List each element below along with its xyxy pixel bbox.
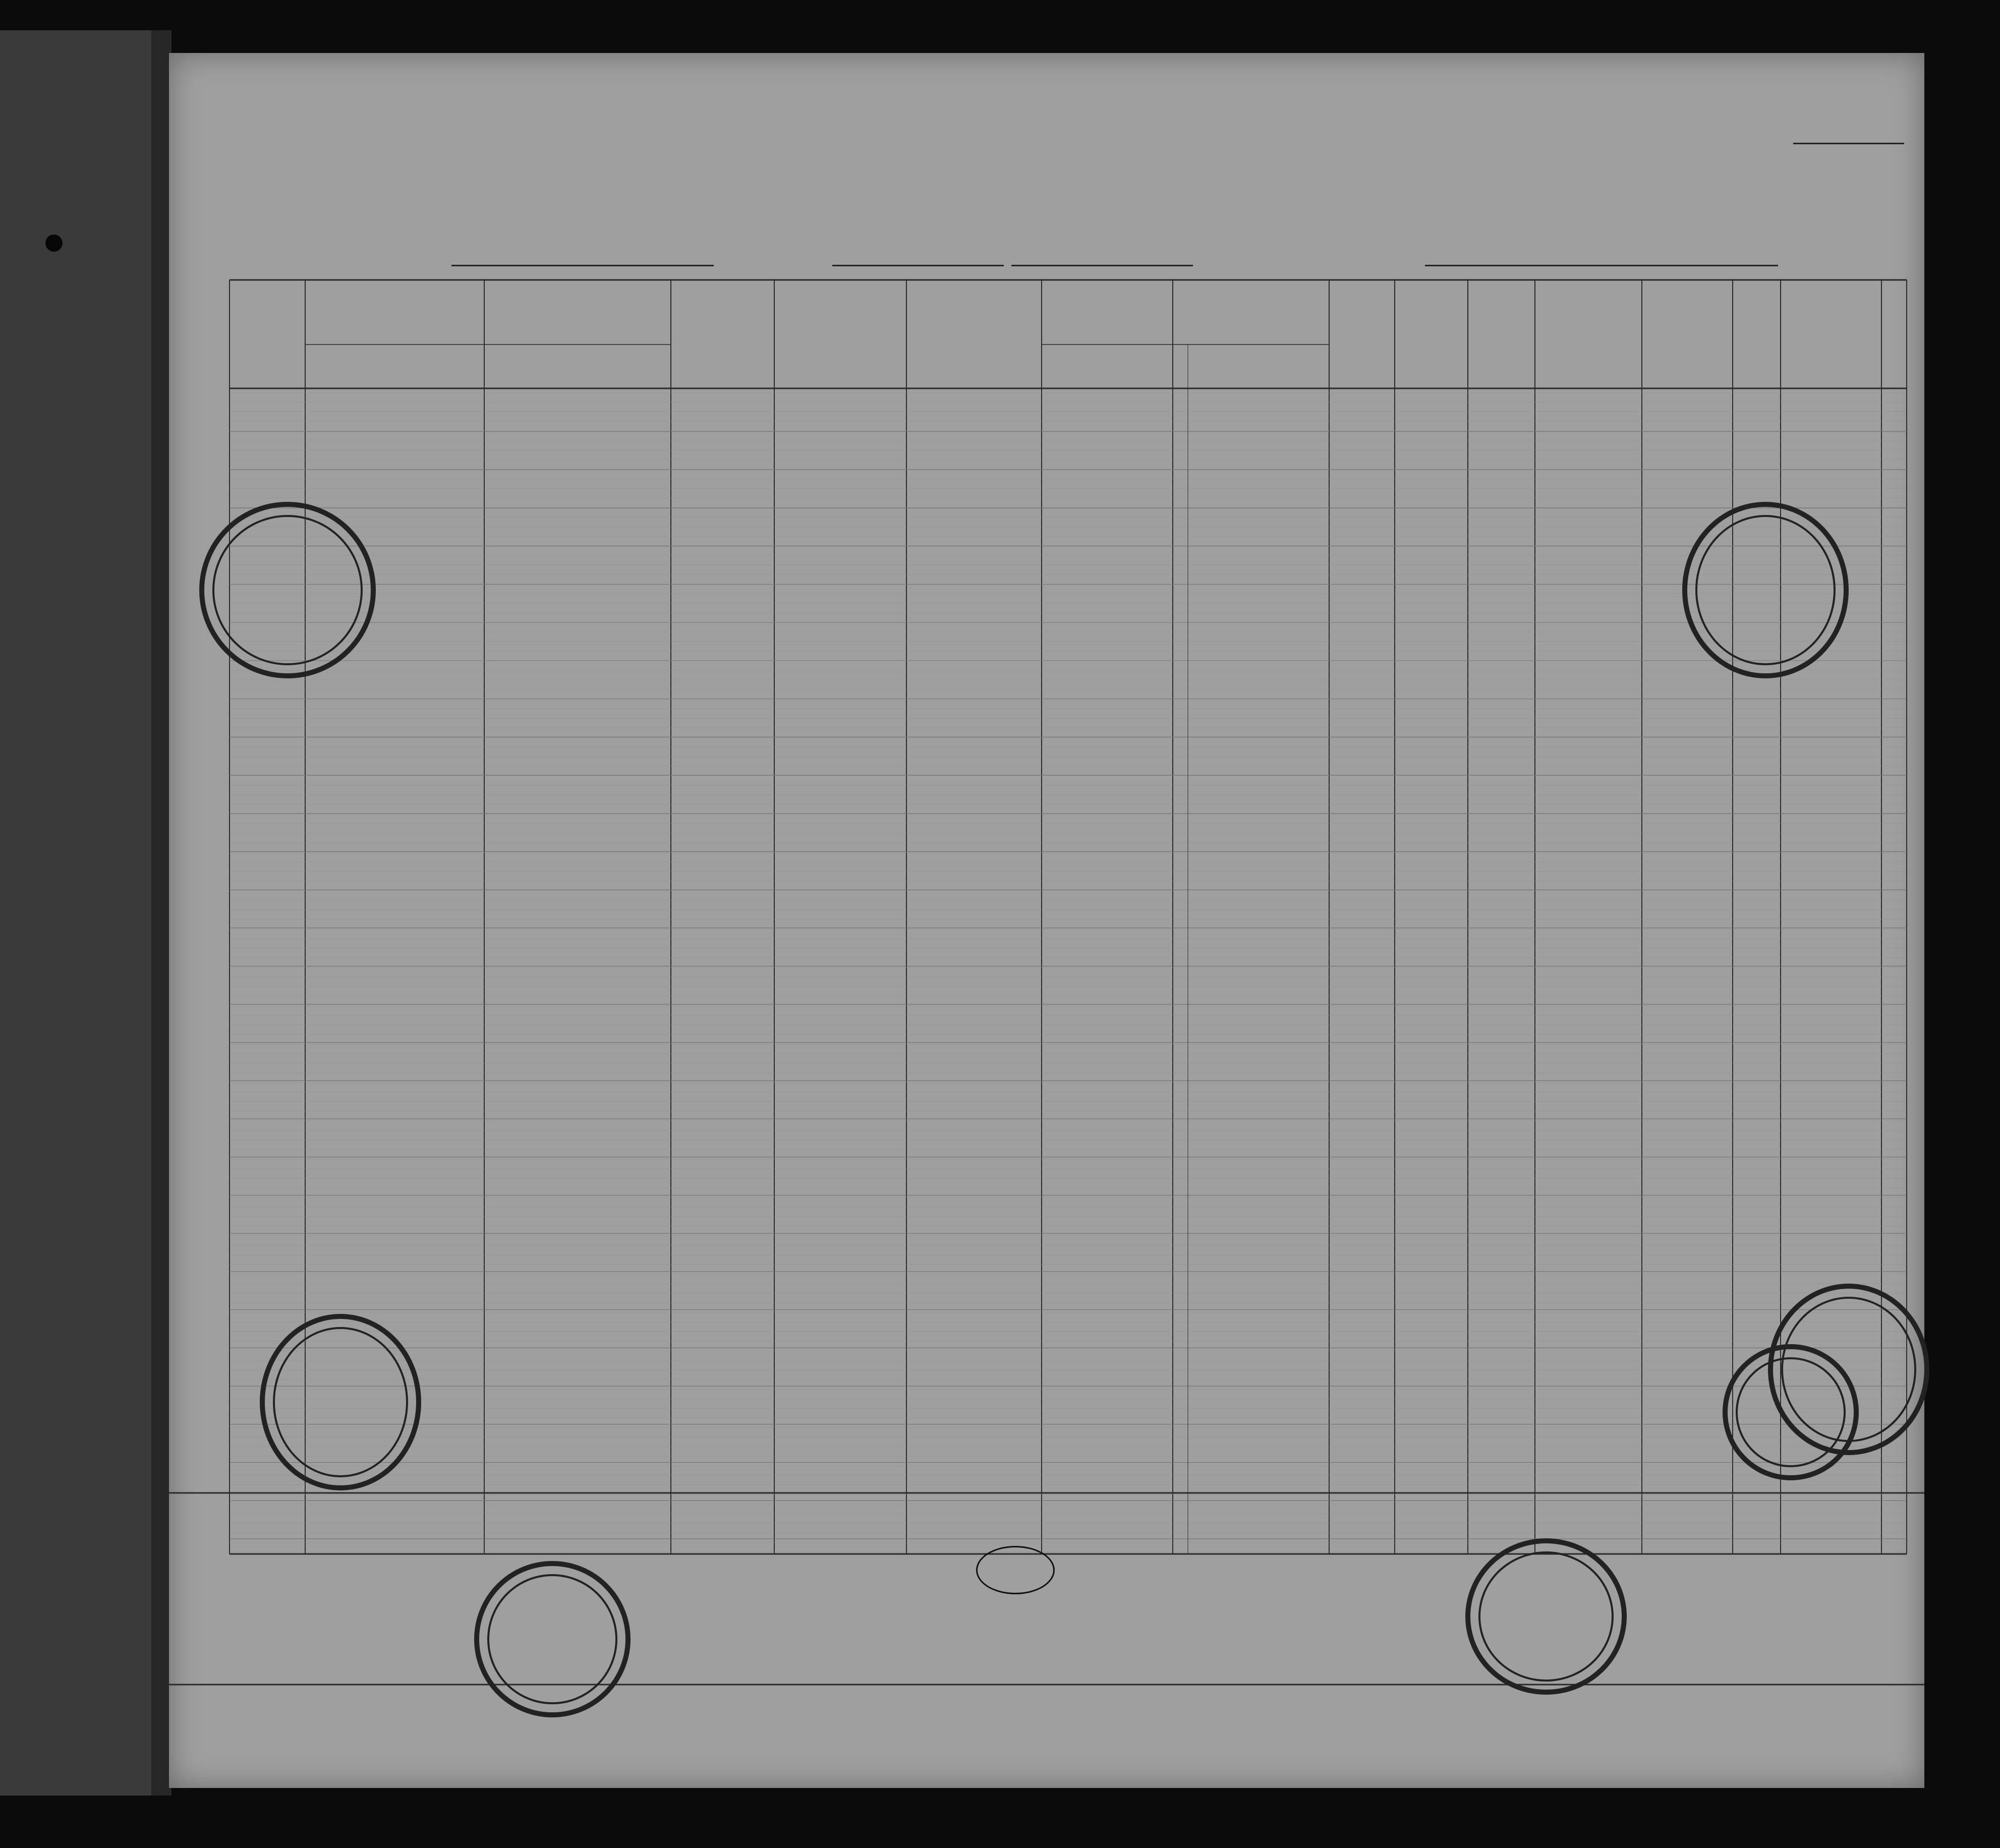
consulate-stamp bbox=[199, 502, 376, 678]
consulate-stamp bbox=[1465, 1538, 1627, 1695]
manifest-sheet bbox=[169, 53, 1924, 1788]
punch-hole bbox=[45, 235, 63, 252]
consulate-stamp bbox=[1723, 1344, 1859, 1480]
crew-count-circled bbox=[976, 1546, 1055, 1594]
binder-edge bbox=[0, 30, 172, 1796]
manifest-grid bbox=[169, 53, 1924, 1788]
consulate-stamp bbox=[1682, 502, 1849, 678]
consulate-stamp bbox=[260, 1314, 421, 1490]
consulate-stamp bbox=[474, 1561, 631, 1717]
